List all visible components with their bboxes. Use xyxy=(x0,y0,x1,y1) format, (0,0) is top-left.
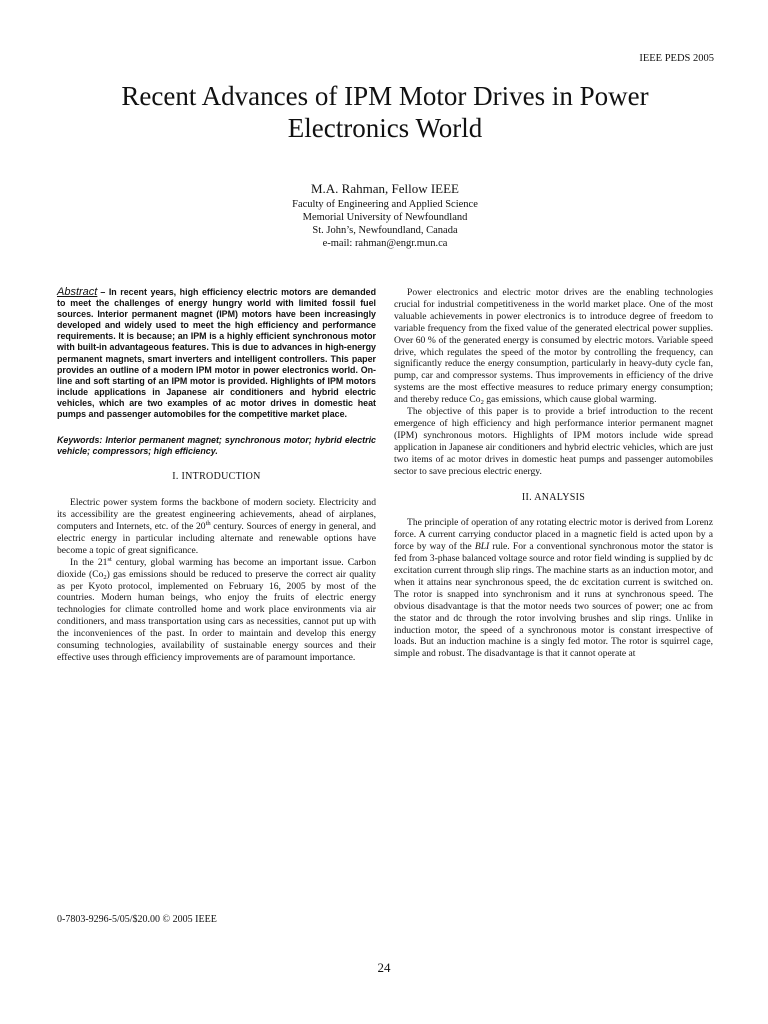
left-column xyxy=(57,287,376,664)
section-heading-introduction: I. INTRODUCTION xyxy=(172,471,261,483)
paper-title: Recent Advances of IPM Motor Drives in Power Electronics World xyxy=(121,81,649,143)
text-run: rule. For a conventional synchronous motor the stator is fed from 3-phase balanced voltage source and rotor field winding is supplied by dc excitation current through slip rings. The machine starts as an induction motor, and when it attains near synchronous speed, the dc excitation current is switched on. The rotor is snapped into synchronism and it runs at synchronous speed. The obvious disadvantage is that the motor needs two sources of power; one ac from the stator and dc through the rotor involving brushes and slip rings. Unlike in induction motor, the speed of a synchronous motor is constant irrespective of loads. But an induction machine is a singly fed motor. The rotor is squirrel cage, simple and robust. The disadvantage is that it cannot operate at xyxy=(394,541,714,660)
superscript: th xyxy=(205,520,211,528)
text-run: gas emissions, which cause global warming. xyxy=(483,394,657,406)
right-paragraph-2: The objective of this paper is to provide a brief introduction to the recent emergence of high efficiency and high performance interior permanent magnet (IPM) synchronous motors. Highlights of IPM motors include wide spread application in Japanese air conditioners and hybrid electric vehicles, which are just two items of ac motor drives in domestic heat pumps and passenger automobiles sector to save precious electric energy. xyxy=(394,406,713,477)
text-run: Electric power system forms the backbone of modern society. Electricity and its accessibility are the greatest engineering achievements, ahead of airplanes, computers and Internets, etc. of the 20 xyxy=(57,497,376,533)
subscript: 2 xyxy=(103,573,107,581)
affiliation-line: Memorial University of Newfoundland xyxy=(302,212,468,223)
author-email: e-mail: rahman@engr.mun.ca xyxy=(322,238,448,249)
conference-label: IEEE PEDS 2005 xyxy=(639,53,714,64)
keywords: Keywords: Interior permanent magnet; synchronous motor; hybrid electric vehicle; compressors; high efficiency. xyxy=(57,435,376,457)
text-run: Power electronics and electric motor drives are the enabling technologies crucial for industrial competitiveness in the world market place. One of the most valuable achievements in power electronics is to introduce degree of freedom to variable frequency from the fixed value of the generated electrical power supplies. Over 60 % of the generated energy is consumed by electric motors. Variable speed drive, which regulates the speed of the motor by controlling the frequency, can significantly reduce the energy consumption, particularly in heavy-duty cycle fan, pump, car and compressor systems. Thus improvements in efficiency of the drive systems are the most effective measures to reduce primary energy consumption; and thereby reduce Co xyxy=(394,287,713,406)
text-run: ) gas emissions should be reduced to preserve the correct air quality as per Kyoto protocol, implemented on February 16, 2005 by most of the countries. Modern human beings, who enjoy the fruits of electric energy technologies for climate controlled home and work place environments via air conditioners, and mass transportation using cars as necessities, cannot put up with the inconveniences of the past. In order to maintain and develop this energy consuming technologies, availability of sustainable energy sources and their effective uses through efficiency improvements are of paramount importance. xyxy=(57,568,376,663)
text-run: The principle of operation of any rotating electric motor is derived from Lorenz force. A current carrying conductor placed in a magnetic field is acted upon by a force by way of the xyxy=(394,517,713,553)
section-heading-analysis: II. ANALYSIS xyxy=(521,491,586,503)
copyright-notice: 0-7803-9296-5/05/$20.00 © 2005 IEEE xyxy=(57,914,217,925)
author-name: M.A. Rahman, Fellow IEEE xyxy=(310,181,460,196)
affiliation-line: St. John’s, Newfoundland, Canada xyxy=(312,225,458,236)
abstract-text: – In recent years, high efficiency electric motors are demanded to meet the challenges of energy hungry world with limited fossil fuel sources. Interior permanent magnet (IPM) motors have been increasingly developed and widely used to meet the high efficiency and performance requirements. It is because; an IPM is a highly efficient synchronous motor with built-in advantageous features. This is due to advances in high-energy permanent magnets, smart inverters and intelligent controllers. This paper provides an outline of a modern IPM motor in power electronics world. On-line and soft starting of an IPM motor is provided. Highlights of IPM motors include applications in Japanese air conditioners and hybrid electric vehicles, which are two examples of ac motor drives in domestic heat pumps and passenger automobiles for the competitive market place. xyxy=(57,287,376,420)
right-column xyxy=(394,287,713,660)
text-run: century. Sources of energy in general, and electric energy in particular including alternate and renewable options have become a topic of great significance. xyxy=(57,521,376,556)
intro-paragraph-2 xyxy=(57,557,376,664)
text-run: In the 21 xyxy=(70,556,108,568)
superscript: st xyxy=(107,555,112,563)
intro-paragraph-1 xyxy=(57,497,376,557)
subscript: 2 xyxy=(480,399,484,407)
right-paragraph-1 xyxy=(394,287,713,406)
analysis-paragraph-1 xyxy=(394,517,713,660)
author-block xyxy=(180,182,590,250)
affiliation-line: Faculty of Engineering and Applied Science xyxy=(292,199,478,210)
page-number: 24 xyxy=(377,960,391,975)
text-run: century, global warming has become an important issue. Carbon dioxide (Co xyxy=(57,556,377,580)
abstract-heading: Abstract xyxy=(57,286,98,298)
abstract xyxy=(57,287,376,420)
italic-term: BLI xyxy=(474,541,490,553)
